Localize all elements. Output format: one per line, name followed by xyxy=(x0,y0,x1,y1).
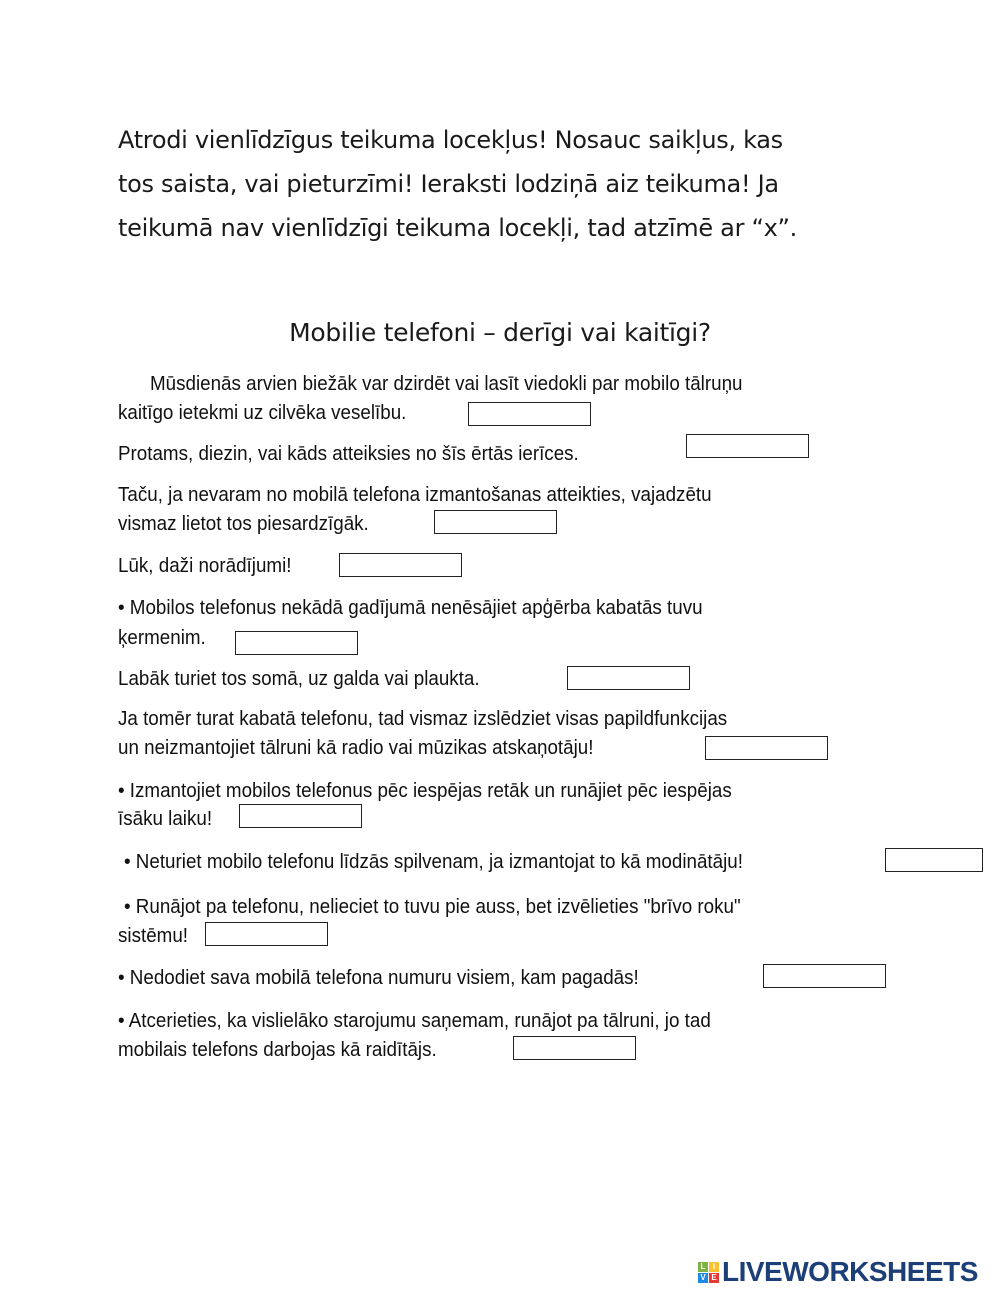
answer-box-1[interactable] xyxy=(468,402,591,426)
instruction-line: teikumā nav vienlīdzīgi teikuma locekļi, tad atzīmē ar “x”. xyxy=(118,214,797,242)
text-line: Ja tomēr turat kabatā telefonu, tad vismaz izslēdziet visas papildfunkcijas xyxy=(118,708,728,730)
logo-text: LIVEWORKSHEETS xyxy=(722,1256,978,1287)
answer-box-8[interactable] xyxy=(239,804,362,828)
answer-box-9[interactable] xyxy=(885,848,983,872)
text-line: ķermenim. xyxy=(118,627,206,649)
text-line: Protams, diezin, vai kāds atteiksies no šīs ērtās ierīces. xyxy=(118,443,579,465)
liveworksheets-logo xyxy=(698,1256,978,1288)
cube-letter: L xyxy=(698,1262,708,1272)
text-line: Mūsdienās arvien biežāk var dzirdēt vai lasīt viedokli par mobilo tālruņu xyxy=(150,373,743,395)
answer-box-7[interactable] xyxy=(705,736,828,760)
answer-box-5[interactable] xyxy=(235,631,358,655)
text-line: mobilais telefons darbojas kā raidītājs. xyxy=(118,1039,437,1061)
worksheet-title: Mobilie telefoni – derīgi vai kaitīgi? xyxy=(289,318,711,347)
text-line: un neizmantojiet tālruni kā radio vai mūzikas atskaņotāju! xyxy=(118,737,594,759)
answer-box-10[interactable] xyxy=(205,922,328,946)
text-line: • Atcerieties, ka vislielāko starojumu saņemam, runājot pa tālruni, jo tad xyxy=(118,1010,711,1032)
text-line: vismaz lietot tos piesardzīgāk. xyxy=(118,513,369,535)
text-line: Labāk turiet tos somā, uz galda vai plaukta. xyxy=(118,668,480,690)
answer-box-12[interactable] xyxy=(513,1036,636,1060)
text-line: • Runājot pa telefonu, nelieciet to tuvu pie auss, bet izvēlieties "brīvo roku" xyxy=(124,896,741,918)
logo-cubes-icon xyxy=(698,1262,719,1283)
text-line: • Izmantojiet mobilos telefonus pēc iespējas retāk un runājiet pēc iespējas xyxy=(118,780,732,802)
instructions xyxy=(118,118,918,250)
answer-box-4[interactable] xyxy=(339,553,462,577)
cube-letter: V xyxy=(698,1273,708,1283)
text-line: • Neturiet mobilo telefonu līdzās spilvenam, ja izmantojat to kā modinātāju! xyxy=(124,851,743,873)
instruction-line: tos saista, vai pieturzīmi! Ieraksti lodziņā aiz teikuma! Ja xyxy=(118,170,779,198)
text-line: • Nedodiet sava mobilā telefona numuru visiem, kam pagadās! xyxy=(118,967,639,989)
text-line: Taču, ja nevaram no mobilā telefona izmantošanas atteikties, vajadzētu xyxy=(118,484,712,506)
answer-box-3[interactable] xyxy=(434,510,557,534)
text-line: kaitīgo ietekmi uz cilvēka veselību. xyxy=(118,402,407,424)
text-line: Lūk, daži norādījumi! xyxy=(118,555,292,577)
answer-box-11[interactable] xyxy=(763,964,886,988)
text-line: • Mobilos telefonus nekādā gadījumā nenēsājiet apģērba kabatās tuvu xyxy=(118,597,703,619)
text-line: īsāku laiku! xyxy=(118,808,213,830)
answer-box-6[interactable] xyxy=(567,666,690,690)
text-line: sistēmu! xyxy=(118,925,189,947)
answer-box-2[interactable] xyxy=(686,434,809,458)
cube-letter: E xyxy=(709,1273,719,1283)
cube-letter: I xyxy=(709,1262,719,1272)
instruction-line: Atrodi vienlīdzīgus teikuma locekļus! Nosauc saikļus, kas xyxy=(118,126,783,154)
